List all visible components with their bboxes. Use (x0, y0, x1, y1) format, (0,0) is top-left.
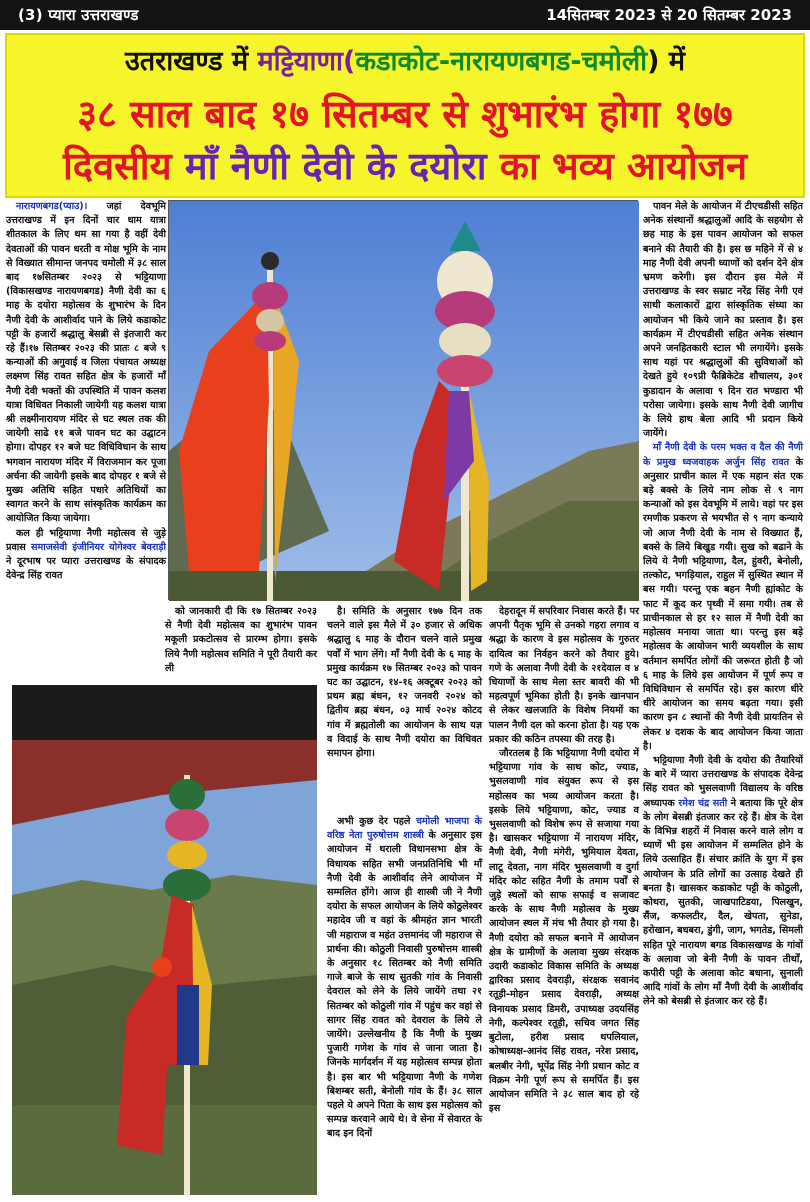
highlight-name: माँ नैणी देवी के परम भक्त व दैल की नैणी के प्रमुख ध्वजवाहक अर्जुन सिंह रावत (643, 442, 803, 468)
article-column-mid-c: देहरादून में सपरिवार निवास करते हैं। पर अपनी पैतृक भूमि से उनको गहरा लगाव व श्रद्धा के कारण वे इस महोत्सव के गुरुतर दायित्व का निर्वहन करने को तैयार हुये। गणे के अलावा नैणी देवी के २१देवाल व ४ धियाणों के साथ मेला स्तर बावरी की भी महत्वपूर्ण भूमिका होती है। इनके खानपान से लेकर खलजाति के विशेष नियमों का पालन नैणी दल को करना होता है। यह एक प्रकार की कठिन तपस्या की तरह है। जौरतलब है कि भट्टियाणा नैणी दयोरा में भट्टियाणा गांव के साथ कोट, ज्याड, भुसलवाणी गांव संयुक्त रूप से इस महोत्सव का भव्य आयोजन करता है। इसके लिये भट्टियाणा, कोट, ज्याड व भुसलवाणी को विशेष रूप से सजाया गया है। खासकर भट्टियाणा में नारायण मंदिर, नैणी देवी, नैणी मंगेरी, भुमियाल देवता, लाटू देवता, नाग मंदिर भुसलवाणी व दुर्गा मंदिर कोट सहित नैणी के तमाम पर्वों से जुड़े स्थलों को साफ सफाई व सजावट करके के साथ नैणी महोत्सव के मुख्य आयोजन स्थल में मंच भी तैयार हो गया है। नैणी दयोरा को सफल बनाने में आयोजन क्षेत्र के ग्रामीणों के अलावा मुख्य संरक्षक उदारी कडाकोट विकास समिति के अध्यक्ष द्वारिका प्रसाद देवराड़ी, संरक्षक सवानंद रतूड़ी-मोहन प्रसाद देवराड़ी, अध्यक्ष विनायक प्रसाद डिमरी, उपाध्यक्ष उदयसिंह नेगी, कल्पेश्वर रतूड़ी, सचिव जगत सिंह बुटोला, हरीश प्रसाद थपलियाल, कोषाध्यक्ष-आनंद सिंह रावत, नरेश प्रसाद, बलबीर नेगी, भूपेंद्र सिंह नेगी प्रधान कोट व विक्रम नेगी पूर्ण रूप से समर्पित हैं। इस आयोजन समिति ने ३८ साल बाद हो रहे इस (489, 606, 639, 1115)
issue-date-range: 14सितम्बर 2023 से 20 सितम्बर 2023 (546, 6, 792, 24)
photo-festival-pole (12, 685, 317, 1195)
article-left-top-text: जहां देवभूमि उत्तराखण्ड में इन दिनों चार धाम यात्रा शीतकाल के लिए थम सा गया है वहीं देवी देवताओं की पावन धरती व मोक्ष भूमि के नाम से विख्यात सीमान्त जनपद चमोली में ३८ साल बाद १७सितम्बर २०२३ से भट्टियाणा (विकासखण्ड नारायणबगड) नैणी देवी का ६ माह के दयोरा महोत्सव के शुभारंभ के दिन नैणी देवी के आशीर्वाद पाने के लिये कडाकोट पट्टी के हजारों श्रद्धालु बेसब्री से इंतजारी कर रहे हैं।१७ सितम्बर २०२३ की प्रातः ८ बजे ९ कन्याओं की अगुवाई व जिला पंचायत अध्यक्ष लक्ष्मण सिंह रावत सहित क्षेत्र के हजारों माँ नैणी देवी भक्तों की उपस्थिति में पावन कलश यात्रा विधिवत निकाली जायेगी यह कलश यात्रा श्री लक्ष्मीनारायण मंदिर से घट स्थल तक की जायेगी साढे ११ बजे पावन घट का उद्घाटन होगा। दोपहर १२ बजे घट विधिविधान के साथ भगवान नारायण मंदिर में विराजमान कर पूजा अर्चना की जायेगी इसके बाद दोपहर १ बजे से मुख्य अतिथि सहित पधारे अतिथियों का स्वागत करने के साथ सांस्कृतिक कार्यक्रम का आयोजित किया जायेगा। (6, 201, 166, 525)
headline-banner (5, 33, 805, 198)
article-column-left-top: नारायणबगड(प्याउ)। जहां देवभूमि उत्तराखण्ड में इन दिनों चार धाम यात्रा शीतकाल के लिए थम सा गया है वहीं देवी देवताओं की पावन धरती व मोक्ष भूमि के नाम से विख्यात सीमान्त जनपद चमोली में ३८ साल बाद १७सितम्बर २०२३ से भट्टियाणा (विकासखण्ड नारायणबगड) नैणी देवी का ६ माह के दयोरा महोत्सव के शुभारंभ के दिन नैणी देवी के आशीर्वाद पाने के लिये कडाकोट पट्टी के हजारों श्रद्धालु बेसब्री से इंतजारी कर रहे हैं।१७ सितम्बर २०२३ की प्रातः ८ बजे ९ कन्याओं की अगुवाई व जिला पंचायत अध्यक्ष लक्ष्मण सिंह रावत सहित क्षेत्र के हजारों माँ नैणी देवी भक्तों की उपस्थिति में पावन कलश यात्रा विधिवत निकाली जायेगी यह कलश यात्रा श्री लक्ष्मीनारायण मंदिर से घट स्थल तक की जायेगी साढे ११ बजे पावन घट का उद्घाटन होगा। दोपहर १२ बजे घट विधिविधान के साथ भगवान नारायण मंदिर में विराजमान कर पूजा अर्चना की जायेगी इसके बाद दोपहर १ बजे से मुख्य अतिथि सहित पधारे अतिथियों का स्वागत करने के साथ सांस्कृतिक कार्यक्रम का आयोजित किया जायेगा। कल ही भट्टियाणा नैणी महोत्सव से जुड़े प्रवास समाजसेवी इंजीनियर योगेश्वर बेवराड़ी ने दूरभाष पर प्यारा उत्तराखण्ड के संपादक देवेन्द्र सिंह रावत (6, 201, 166, 582)
article-column-right: पावन मेले के आयोजन में टीएचडीसी सहित अनेक संस्थानों श्रद्धालुओं आदि के सहयोग से छह माह के इस पावन आयोजन को सफल बनाने की तैयारी की है। इस छ महिने में से ४ माह नैणी देवी अपनी ध्याणों को दर्शन देने क्षेत्र भ्रमण करेगी। इस दौरान इस मेले में उत्तराखण्ड के स्वर सम्राट नरेंद्र सिंह नेगी एवं साथी कलाकारों द्वारा सांस्कृतिक संध्या का आयोजन भी किये जाने का प्रस्ताव है। इस कार्यक्रम में टीएचडीसी सहित अनेक संस्थान अपने जनहितकारी स्टाल भी लगायेंगे। इसके साथ यहां पर श्रद्धालुओं की सुविधाओं को देखते हुये १०९प्री फैब्रिकेटेड शौचालय, ३०१ कुडादान के अलावा ९ दिन रात भण्डारा भी परोसा जायेगा। इसके साथ नैणी देवी जागीच के लिये हाथ बेला आदि भी प्रदान किये जायेंगे। माँ नैणी देवी के परम भक्त व दैल की नैणी के प्रमुख ध्वजवाहक अर्जुन सिंह रावत के अनुसार प्राचीन काल में एक महान संत एक बड़े बक्से के लिये नाम लोक से ९ नाग कन्याओं को इस देवभूमि में लाये। वहां पर इस रमणीक प्रकरण से भयभीत से ९ नाग कन्याये जो आज नैणी देवी के नाम से विख्यात हैं, बक्से के लिये बिखुड गयी। सुख को बढाने के लिये ये नैणी भट्टियाणा, दैल, हुंवरी, बेनोली, तल्कोट, भगड़ियाल, राहुल में सुस्थित स्थान में बस गयी। परन्तु एक बहन नैणी ह्यांकोट के फाट में कूद कर पृथ्वी में समा गयी। तब से प्राचीनकाल से हर १२ साल में नैणी देवी का महोत्सव मनाया जाता था। परन्तु इस बड़े महोत्सव के आयोजन भारी व्ययशील के साथ वर्तमान समर्पित लोगों की जरूरत होती है जो ६ माह के लिये इस आयोजन में पूर्ण रूप व विधिविधान से समर्पित रहे। इस कारण धीरे धीरे आयोजन का समय बढ़ता गया। इसी कारण इन ८ स्थानों की नैणी देवी प्रायःतिन से लेकर ४ दशक के बाद आयोजन किया जाता है। भट्टियाणा नैणी देवी के दयोरा की तैयारियों के बारे में प्यारा उत्तराखण्ड के संपादक देवेन्द्र सिंह रावत को भुसलवाणी विद्यालय के वरिष्ठ अध्यापक रमेश चंद्र सती ने बताया कि पूरे क्षेत्र के लोग बेसब्री इंतजार कर रहे हैं। क्षेत्र के देश के विभिन्न शहरों में निवास करने वाले लोग व ध्याणें भी इस आयोजन में सम्मलित होने के लिये उत्साहित हैं। संचार क्रांति के युग में इस आयोजन के प्रति लोगों का उत्साह देखते ही बनता है। खासकर कडाकोट पट्टी के कोठुली, कोथरा, सुतकी, जाखपाटिडया, पिलखुन, सैंज, कफलटीर, दैल, खेपता, सुनेडा, हरोखान, बधबरा, डुंगी, जाग, भगतेड, सिमली सहित पूरे नारायण बगड विकासखण्ड के गांवों के अलावा जो बेनी नैणी के पावन तीर्थों, कपीरी पट्टी के अलावा कोट बधाना, सुनाली आदि गांवों के लोग माँ नैणी देवी के आशीर्वाद लेने को बेसब्री से इंतजार कर रहे हैं। (643, 201, 804, 1008)
article-dateline: नारायणबगड(प्याउ)। (16, 201, 88, 212)
article-column-bottom-b: अभी कुछ देर पहले चमोली भाजपा के वरिष्ठ नेता पुरुषोत्तम शास्त्री के अनुसार इस आयोजन में थराली विधानसभा क्षेत्र के विधायक सहित सभी जनप्रतिनिधि भी माँ नैणी देवी के आशीर्वाद लेने आयोजन में सम्मलित होंगे। आज ही शास्त्री जी ने नैणी दयोरा के सफल आयोजन के लिये कोठुलेश्वर महादेव जी व वहां के श्रीमहंत ज्ञान भारती जी महाराज व महंत उत्तमानंद जी महाराज से प्रार्थना की। कोठुली निवासी पुरुषोत्तम शास्त्री के अनुसार १८ सितम्बर को नैणी समिति गाजे बाजे के साथ सुतकी गांव के निवासी देवराल को लेने के लिये जायेंगे तथा २१ सितम्बर को कोठुली गांव में पहुंच कर वहां से सागर सिंह रावत को देवराल के लिये ले जायेंगे। उल्लेखनीय है कि नैणी के मुख्य पुजारी गणेश के गांव से जाना जाता है। जिनके मार्गदर्शन में यह महोत्सव सम्पन्न होता है। इस बार भी भट्टियाणा नैणी के गणेश बिशम्बर सती, बेनोली गांव के हैं। ३८ साल पहले ये अपने पिता के साथ इस महोत्सव को सम्पन्न करवाने आये थे। वे सेना में सेवारत के बाद इन दिनों (327, 816, 482, 1140)
article-column-mid-b: है। समिति के अनुसार १७७ दिन तक चलने वाले इस मैले में ३० हजार से अधिक श्रद्धालु ६ माह के दौरान चलने वाले प्रमुख पर्वों में भाग लेंगे। माँ नैणी देवी के ६ माह के प्रमुख कार्यक्रम १७ सितम्बर २०२३ को पावन घट का उद्घाटन, १४-१६ अक्टूबर २०२३ को प्रथम ब्रह्म बंधन, १२ जनवरी २०२४ को द्वितीय ब्रह्म बंधन, ०३ मार्च २०२४ कोटद गांव में ब्रह्मतोली का आयोजन के साथ यज्ञ व विदाई के साथ नैणी दयोरा का विधिवत समापन होगा। (327, 606, 482, 760)
photo-decorated-poles (168, 200, 638, 600)
page-label: (3) प्यारा उत्तराखण्ड (18, 6, 139, 24)
article-column-mid-a: को जानकारी दी कि १७ सितम्बर २०२३ से नैणी देवी महोत्सव का शुभारंभ पावन मकूली प्रकटोत्सव से प्रारम्भ होगा। इसके लिये नैणी महोत्सव समिति ने पूरी तैयारी कर ली (165, 606, 317, 674)
headline-line-1: उतराखण्ड में मट्टियाणा(कडाकोट-नारायणबगड-चमोली) में (124, 46, 686, 77)
photo-decorated-poles-image (169, 201, 639, 601)
highlight-name: रमेश चंद्र सती (678, 797, 728, 809)
highlight-name: चमोली भाजपा के वरिष्ठ नेता पुरुषोत्तम शास्त्री (327, 816, 482, 842)
highlight-name: समाजसेवी इंजीनियर योगेश्वर बेवराड़ी (30, 541, 166, 553)
headline-line-3: दिवसीय माँ नैणी देवी के दयोरा का भव्य आयोजन (62, 144, 748, 188)
photo-festival-pole-image (12, 685, 317, 1195)
page-header-bar (0, 0, 810, 30)
headline-line-2: ३८ साल बाद १७ सितम्बर से शुभारंभ होगा १७७ (77, 92, 733, 136)
